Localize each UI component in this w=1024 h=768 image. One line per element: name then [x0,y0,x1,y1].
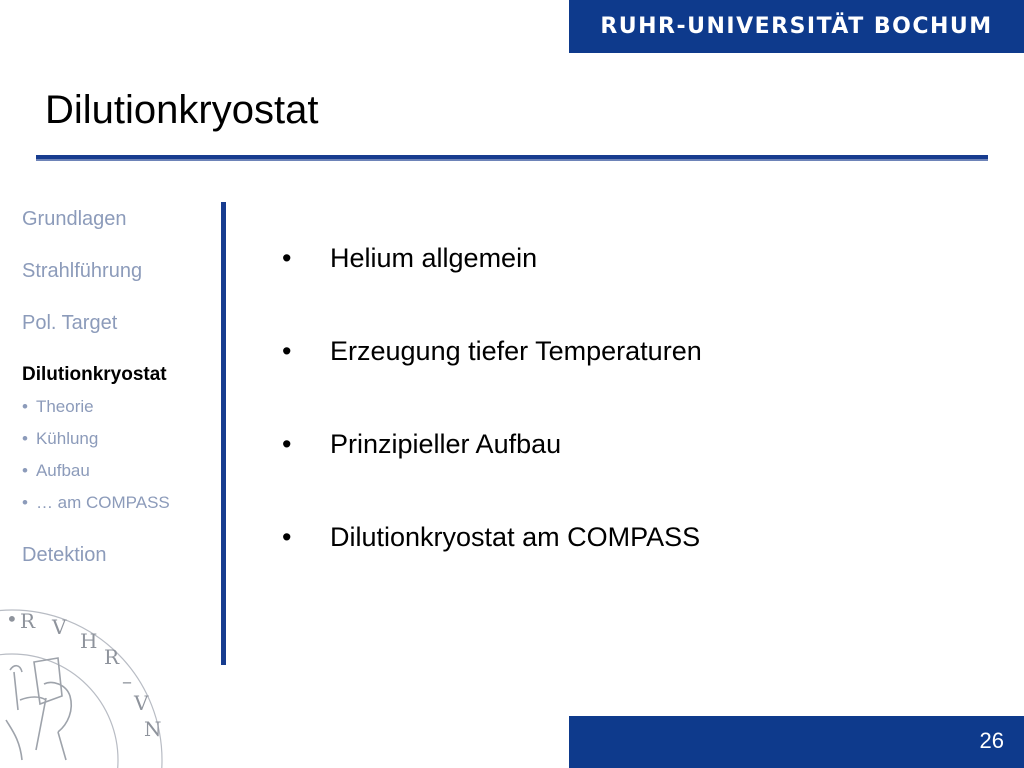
sidebar-item-grundlagen[interactable]: Grundlagen [22,208,127,230]
sidebar-subitem-label: Kühlung [35,429,99,448]
svg-text:V: V [52,615,67,639]
content-bullet-list [282,236,982,608]
sidebar-subitem-label: Theorie [35,397,94,416]
bullet-icon: • [22,429,28,448]
sidebar-subitem-label: Aufbau [35,461,90,480]
svg-text:•: • [6,607,18,631]
svg-text:R: R [20,609,36,633]
bullet-icon: • [282,428,292,459]
sidebar-sublist [22,391,222,519]
sidebar-item-dilutionkryostat[interactable]: Dilutionkryostat [22,364,167,385]
slide-title: Dilutionkryostat [45,88,319,132]
bullet-item [282,515,982,559]
sidebar-subitem-aufbau[interactable] [22,455,222,487]
sidebar-subitem-compass[interactable] [22,487,222,519]
svg-text:–: – [122,669,132,693]
svg-text:R: R [104,645,120,669]
sidebar-subitem-kuehlung[interactable] [22,423,222,455]
page-number: 26 [979,728,1004,753]
sidebar-subitem-label: … am COMPASS [35,493,170,512]
bullet-item [282,236,982,280]
svg-text:H: H [80,629,98,653]
bullet-icon: • [22,397,28,416]
sidebar-subitem-theorie[interactable] [22,391,222,423]
bullet-item [282,329,982,373]
sidebar-nav [22,205,222,569]
sidebar-item-strahlfuehrung[interactable]: Strahlführung [22,260,143,282]
bullet-icon: • [282,242,292,273]
bullet-icon: • [22,461,28,480]
bullet-text: Prinzipieller Aufbau [330,428,562,459]
bullet-icon: • [282,335,292,366]
svg-text:V: V [134,691,149,715]
university-logo [569,0,1024,53]
sidebar-item-pol-target[interactable]: Pol. Target [22,312,118,334]
bullet-text: Dilutionkryostat am COMPASS [330,521,701,552]
bullet-text: Helium allgemein [330,242,538,273]
logo-text: RUHR-UNIVERSITÄT BOCHUM [600,14,993,39]
university-seal-icon [0,600,170,768]
bullet-icon: • [282,521,292,552]
bullet-text: Erzeugung tiefer Temperaturen [330,335,702,366]
sidebar-divider [221,202,226,665]
bullet-icon: • [22,493,28,512]
footer-bar [569,716,1024,768]
bullet-item [282,422,982,466]
svg-text:N: N [144,717,162,741]
sidebar-item-detektion[interactable]: Detektion [22,544,107,566]
title-divider [36,155,988,161]
